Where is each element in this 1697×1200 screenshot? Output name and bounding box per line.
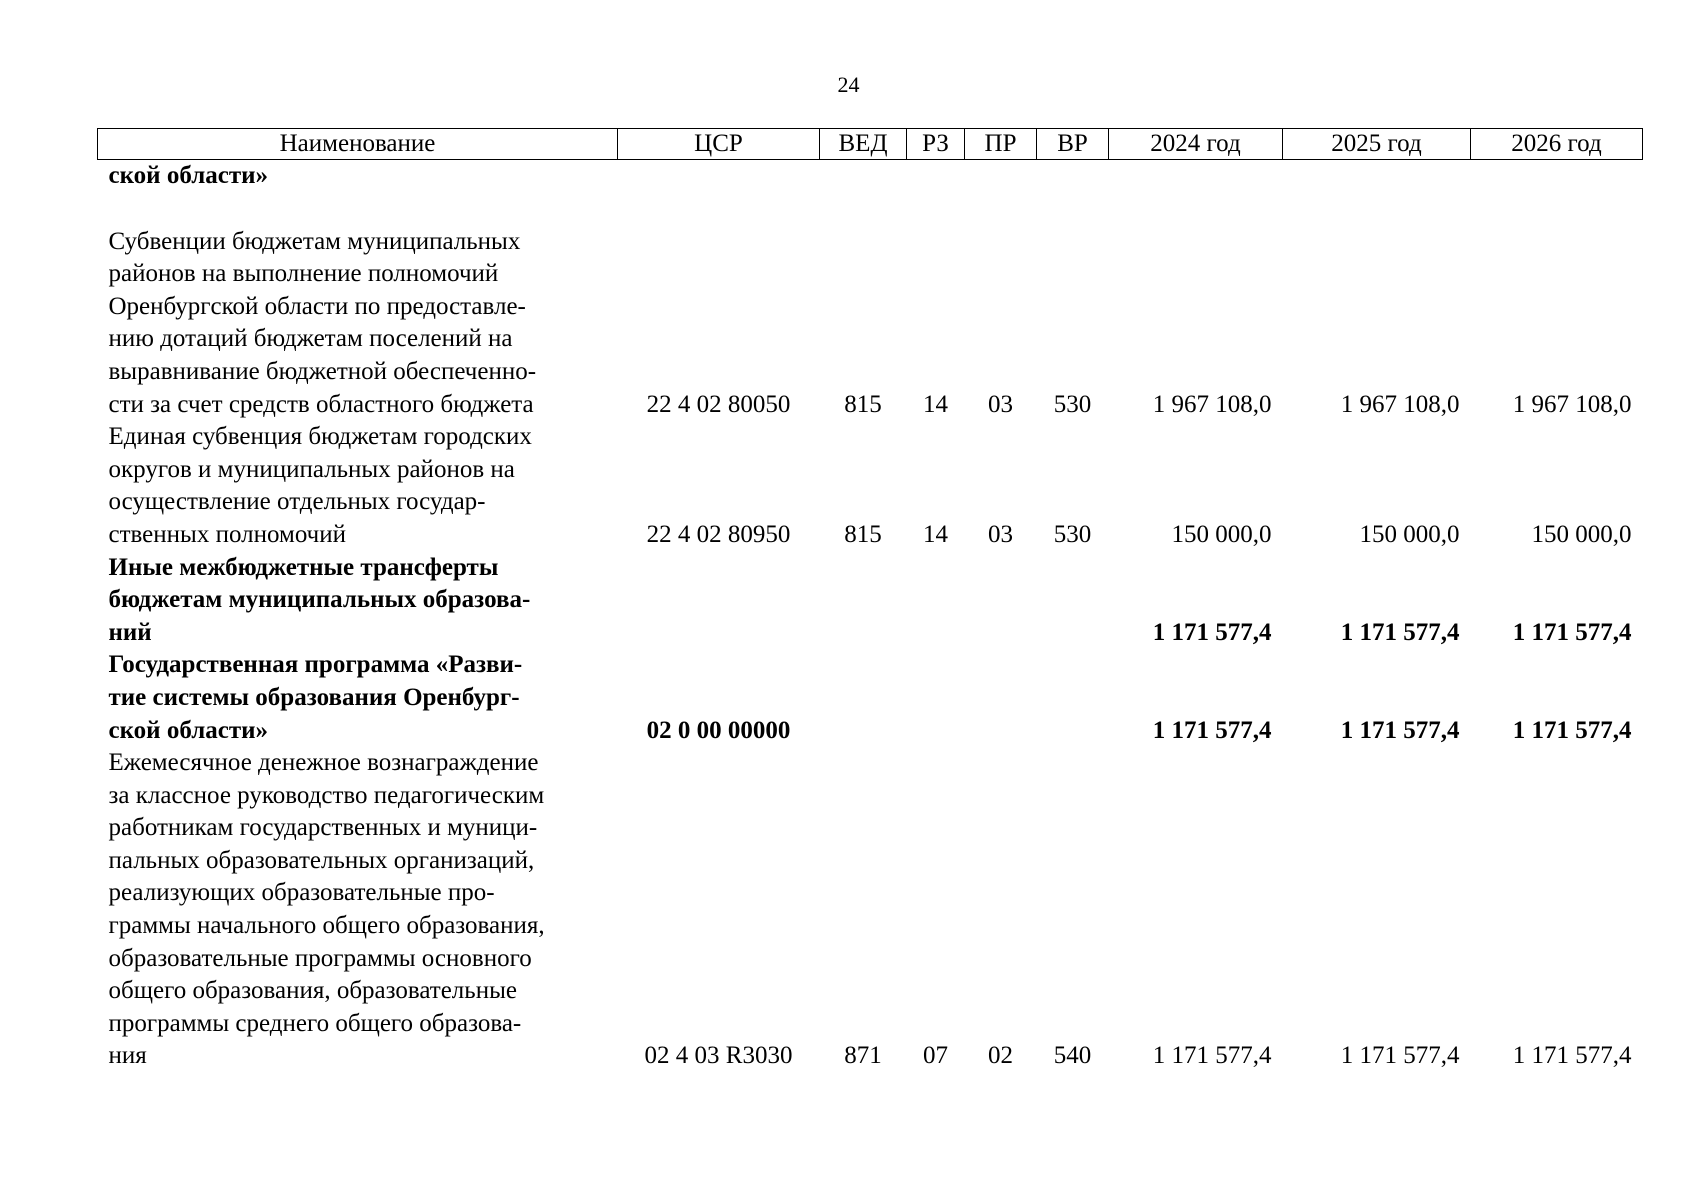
row-value-2024: 1 171 577,4: [1152, 716, 1272, 744]
row-value-2024: [1109, 160, 1283, 193]
row-spacer-cell: [98, 193, 1643, 226]
row-name-line: образовательные программы основного: [108, 944, 532, 972]
row-csr: 22 4 02 80950: [646, 520, 791, 548]
row-pr: 03: [988, 520, 1013, 548]
row-csr: 22 4 02 80050: [646, 390, 791, 418]
row-name-line: Оренбургской области по предоставле-: [108, 292, 526, 320]
row-spacer: [98, 193, 1643, 226]
row-name-line: Государственная программа «Разви-: [108, 651, 523, 679]
row-name: [98, 421, 618, 551]
row-ved: [820, 160, 907, 193]
row-name-line: ственных полномочий: [108, 520, 347, 548]
budget-table: [97, 128, 1643, 1073]
header-csr: ЦСР: [618, 129, 820, 160]
row-name-line: нию дотаций бюджетам поселений на: [108, 325, 513, 353]
row-csr: 02 4 03 R3030: [644, 1042, 793, 1070]
row-csr: 02 0 00 00000: [646, 716, 791, 744]
header-2025: 2025 год: [1283, 129, 1471, 160]
row-rz: 14: [923, 520, 948, 548]
row-vr: 540: [1053, 1042, 1092, 1070]
row-rz: [907, 649, 965, 747]
row-value-2026: 1 967 108,0: [1512, 390, 1632, 418]
row-value-2025: 150 000,0: [1359, 520, 1460, 548]
row-value-2024: 1 171 577,4: [1152, 618, 1272, 646]
row-vr: 530: [1053, 520, 1092, 548]
row-name-line: программы среднего общего образова-: [108, 1009, 522, 1037]
row-name-line: районов на выполнение полномочий: [108, 260, 499, 288]
table-row: [98, 421, 1643, 551]
row-csr: [618, 160, 820, 193]
page-number: 24: [837, 72, 860, 97]
row-ved: 871: [844, 1042, 882, 1070]
table-header-row: [98, 129, 1643, 160]
row-name-line: сти за счет средств областного бюджета: [108, 390, 534, 418]
row-name-line: выравнивание бюджетной обеспеченно-: [108, 357, 537, 385]
table-row: [98, 552, 1643, 650]
row-pr: [965, 160, 1037, 193]
row-value-2026: [1471, 160, 1643, 193]
row-name-line: пальных образовательных организаций,: [108, 846, 535, 874]
row-rz: 07: [923, 1042, 948, 1070]
row-name-line: ской области»: [108, 162, 269, 189]
row-name-line: реализующих образовательные про-: [108, 879, 495, 907]
row-value-2024: 150 000,0: [1171, 520, 1272, 548]
row-ved: 815: [844, 390, 882, 418]
row-name: [98, 226, 618, 422]
row-vr: [1037, 552, 1109, 650]
row-name-line: за классное руководство педагогическим: [108, 781, 545, 809]
row-name-line: осуществление отдельных государ-: [108, 488, 486, 516]
row-name-line: ния: [108, 1042, 147, 1070]
row-ved: [820, 649, 907, 747]
row-name-line: ний: [108, 618, 152, 646]
header-pr: ПР: [965, 129, 1037, 160]
row-name: [98, 747, 618, 1073]
row-name-line: Иные межбюджетные трансферты: [108, 553, 499, 581]
row-value-2025: 1 967 108,0: [1340, 390, 1460, 418]
row-name-line: работникам государственных и муници-: [108, 814, 538, 842]
row-name-line: тие системы образования Оренбург-: [108, 683, 520, 711]
row-value-2025: 1 171 577,4: [1340, 1042, 1460, 1070]
row-rz: [907, 160, 965, 193]
row-ved: [820, 552, 907, 650]
row-name: [98, 649, 618, 747]
row-name-line: граммы начального общего образования,: [108, 912, 545, 940]
row-value-2025: 1 171 577,4: [1340, 716, 1460, 744]
header-ved: ВЕД: [820, 129, 907, 160]
row-pr: 03: [988, 390, 1013, 418]
row-value-2025: [1283, 160, 1471, 193]
row-value-2025: 1 171 577,4: [1340, 618, 1460, 646]
header-name: Наименование: [98, 129, 618, 160]
row-pr: 02: [988, 1042, 1013, 1070]
row-rz: 14: [923, 390, 948, 418]
row-value-2024: 1 967 108,0: [1152, 390, 1272, 418]
header-vr: ВР: [1037, 129, 1109, 160]
row-name-line: ской области»: [108, 716, 269, 744]
row-vr: 530: [1053, 390, 1092, 418]
row-rz: [907, 552, 965, 650]
row-name-line: Ежемесячное денежное вознаграждение: [108, 749, 539, 777]
header-2026: 2026 год: [1471, 129, 1643, 160]
row-vr: [1037, 160, 1109, 193]
header-rz: РЗ: [907, 129, 965, 160]
row-value-2026: 1 171 577,4: [1512, 716, 1632, 744]
row-value-2026: 150 000,0: [1531, 520, 1632, 548]
row-vr: [1037, 649, 1109, 747]
row-name-line: Единая субвенция бюджетам городских: [108, 423, 532, 451]
table-row: [98, 226, 1643, 422]
table-row: [98, 160, 1643, 193]
row-pr: [965, 649, 1037, 747]
table-row: [98, 649, 1643, 747]
row-csr: [618, 552, 820, 650]
row-value-2026: 1 171 577,4: [1512, 618, 1632, 646]
row-value-2026: 1 171 577,4: [1512, 1042, 1632, 1070]
row-name-line: общего образования, образовательные: [108, 977, 517, 1005]
row-name: [98, 160, 618, 193]
row-value-2024: 1 171 577,4: [1152, 1042, 1272, 1070]
table-row: [98, 747, 1643, 1073]
table-body: [98, 160, 1643, 1074]
row-name-line: бюджетам муниципальных образова-: [108, 586, 531, 614]
row-name-line: Субвенции бюджетам муниципальных: [108, 227, 521, 255]
row-name: [98, 552, 618, 650]
header-2024: 2024 год: [1109, 129, 1283, 160]
row-ved: 815: [844, 520, 882, 548]
row-pr: [965, 552, 1037, 650]
row-name-line: округов и муниципальных районов на: [108, 455, 515, 483]
